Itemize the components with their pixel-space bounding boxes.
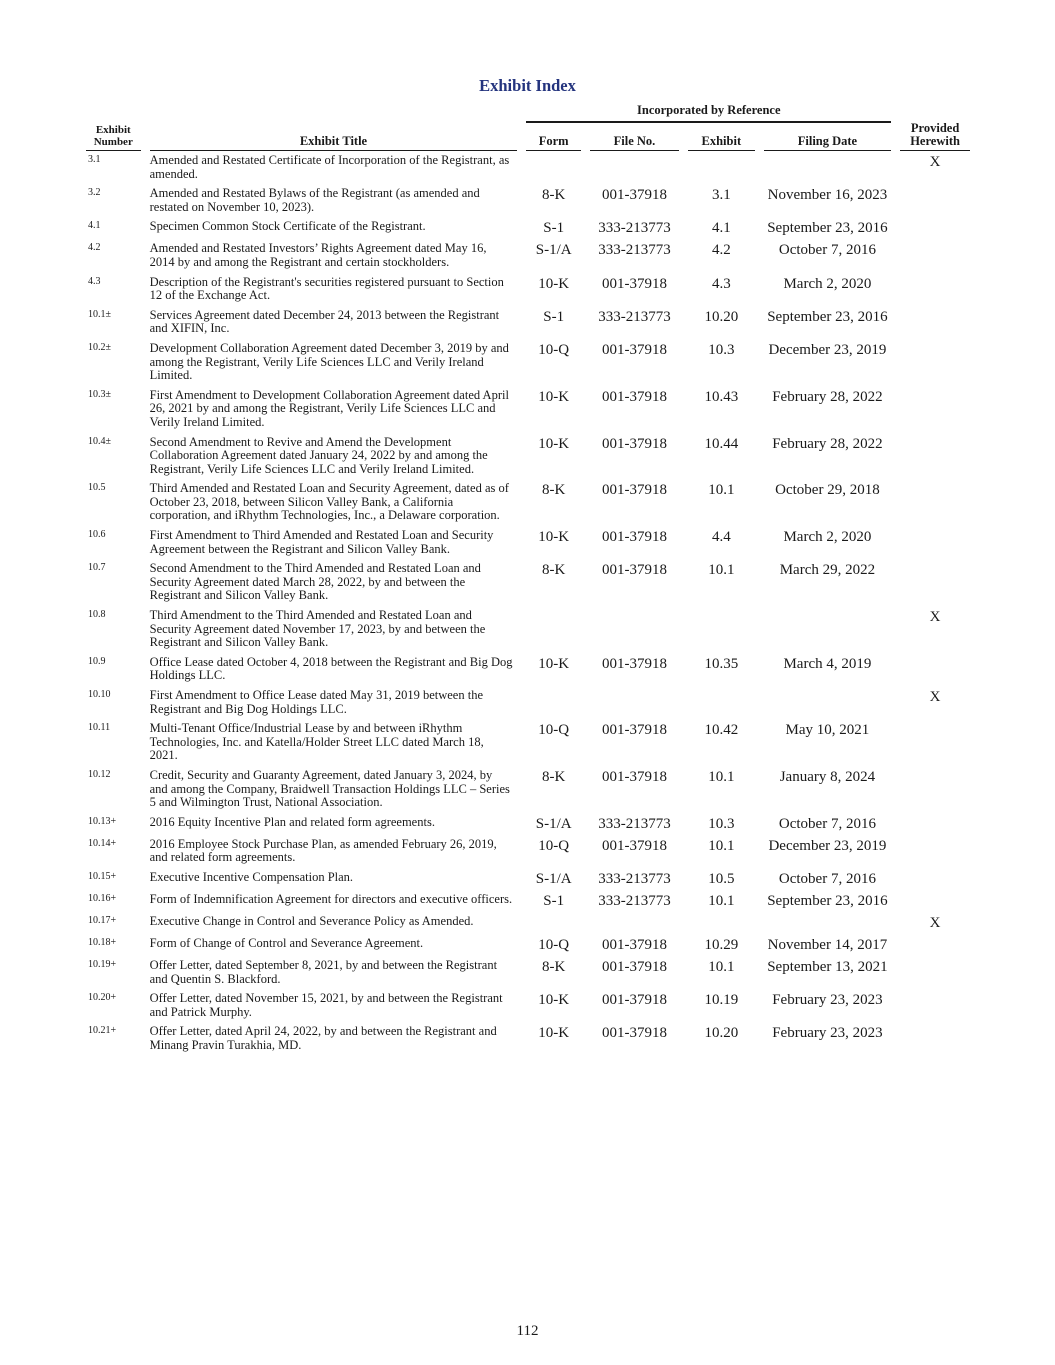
exhibit-ref: 10.29 bbox=[704, 936, 739, 953]
file-no: 333-213773 bbox=[598, 308, 671, 325]
table-row bbox=[86, 934, 970, 956]
provided-herewith bbox=[900, 339, 970, 386]
file-no: 001-37918 bbox=[601, 768, 667, 785]
provided-herewith: X bbox=[929, 689, 941, 705]
exhibit-number: 3.2 bbox=[88, 187, 101, 199]
exhibit-number: 10.19+ bbox=[88, 958, 117, 970]
table-row bbox=[86, 653, 970, 686]
provided-herewith bbox=[900, 1022, 970, 1055]
exhibit-title: Executive Change in Control and Severance Policy as Amended. bbox=[149, 913, 474, 928]
filing-date: January 8, 2024 bbox=[779, 768, 876, 785]
form: 10-K bbox=[538, 275, 570, 292]
exhibit-number: 10.6 bbox=[88, 529, 106, 541]
exhibit-title: 2016 Equity Incentive Plan and related form agreements. bbox=[149, 814, 435, 829]
file-no: 001-37918 bbox=[601, 992, 667, 1009]
provided-herewith bbox=[900, 184, 970, 217]
exhibit-title: Third Amended and Restated Loan and Security Agreement, dated as of October 23, 2018, between Silicon Valley Bank, a California corporation, and iRhythm Technologies, Inc., a Delaware corporation. bbox=[149, 481, 509, 523]
provided-herewith bbox=[900, 890, 970, 912]
file-no: 001-37918 bbox=[601, 435, 667, 452]
table-row bbox=[86, 559, 970, 606]
table-row bbox=[86, 606, 970, 653]
filing-date: February 28, 2022 bbox=[772, 435, 883, 452]
exhibit-title: Third Amendment to the Third Amended and Restated Loan and Security Agreement dated November 17, 2023, by and between the Registrant and Silicon Valley Bank. bbox=[149, 608, 486, 650]
exhibit-ref: 10.1 bbox=[708, 837, 735, 854]
filing-date: September 23, 2016 bbox=[767, 308, 888, 325]
table-row bbox=[86, 339, 970, 386]
provided-herewith bbox=[900, 386, 970, 433]
table-row bbox=[86, 386, 970, 433]
file-no bbox=[590, 606, 679, 653]
filing-date: September 23, 2016 bbox=[767, 220, 888, 237]
provided-herewith bbox=[900, 239, 970, 272]
form: 10-K bbox=[538, 655, 570, 672]
exhibit-number: 10.17+ bbox=[88, 914, 117, 926]
table-row bbox=[86, 719, 970, 766]
form: S-1 bbox=[543, 220, 565, 237]
filing-date: October 29, 2018 bbox=[775, 482, 880, 499]
filing-date bbox=[764, 151, 891, 185]
file-no: 001-37918 bbox=[601, 722, 667, 739]
header-form: Form bbox=[526, 122, 581, 151]
exhibit-ref: 4.3 bbox=[711, 275, 731, 292]
form: 10-Q bbox=[538, 341, 570, 358]
file-no: 001-37918 bbox=[601, 275, 667, 292]
exhibit-number: 4.2 bbox=[88, 242, 101, 254]
exhibit-title: Offer Letter, dated April 24, 2022, by and between the Registrant and Minang Pravin Turakhia, MD. bbox=[149, 1024, 497, 1052]
page-number: 112 bbox=[516, 1323, 539, 1339]
form bbox=[526, 606, 581, 653]
filing-date: November 16, 2023 bbox=[767, 187, 888, 204]
file-no: 001-37918 bbox=[601, 936, 667, 953]
table-row bbox=[86, 868, 970, 890]
form: 10-K bbox=[538, 529, 570, 546]
exhibit-number: 10.5 bbox=[88, 482, 106, 494]
filing-date: September 23, 2016 bbox=[767, 892, 888, 909]
exhibit-ref: 4.2 bbox=[711, 242, 731, 259]
file-no: 333-213773 bbox=[598, 242, 671, 259]
exhibit-number: 10.13+ bbox=[88, 815, 117, 827]
form: 10-K bbox=[538, 388, 570, 405]
form: 8-K bbox=[542, 768, 566, 785]
filing-date: October 7, 2016 bbox=[778, 870, 876, 887]
exhibit-title: First Amendment to Third Amended and Restated Loan and Security Agreement between the Registrant and Silicon Valley Bank. bbox=[149, 528, 494, 556]
file-no bbox=[590, 686, 679, 719]
table-row bbox=[86, 433, 970, 480]
header-file-no: File No. bbox=[590, 122, 679, 151]
filing-date: October 7, 2016 bbox=[778, 815, 876, 832]
provided-herewith bbox=[900, 956, 970, 989]
table-row bbox=[86, 479, 970, 526]
exhibit-table bbox=[86, 101, 970, 1056]
filing-date: December 23, 2019 bbox=[768, 341, 887, 358]
exhibit-number: 4.3 bbox=[88, 275, 101, 287]
exhibit-title: Credit, Security and Guaranty Agreement, dated January 3, 2024, by and among the Company, Braidwell Transaction Holdings LLC – Series 5 and Wilmington Trust, National Association. bbox=[149, 767, 510, 810]
exhibit-ref: 10.35 bbox=[704, 655, 739, 672]
exhibit-title: First Amendment to Office Lease dated May 31, 2019 between the Registrant and Big Dog Holdings LLC. bbox=[149, 688, 483, 716]
header-provided-herewith: Provided Herewith bbox=[900, 122, 970, 151]
provided-herewith bbox=[900, 766, 970, 813]
exhibit-ref bbox=[688, 686, 755, 719]
file-no: 333-213773 bbox=[598, 220, 671, 237]
file-no: 333-213773 bbox=[598, 870, 671, 887]
exhibit-number: 10.2± bbox=[88, 341, 111, 353]
exhibit-number: 10.1± bbox=[88, 308, 111, 320]
exhibit-title: Office Lease dated October 4, 2018 between the Registrant and Big Dog Holdings LLC. bbox=[149, 654, 513, 683]
filing-date: March 2, 2020 bbox=[783, 275, 872, 292]
form: S-1/A bbox=[535, 815, 572, 832]
exhibit-ref: 10.5 bbox=[708, 870, 735, 887]
form: 8-K bbox=[542, 187, 566, 204]
table-row bbox=[86, 989, 970, 1022]
provided-herewith: X bbox=[929, 609, 941, 626]
provided-herewith bbox=[900, 526, 970, 559]
exhibit-number: 10.7 bbox=[88, 562, 106, 574]
filing-date: September 13, 2021 bbox=[767, 958, 888, 975]
table-row bbox=[86, 813, 970, 835]
header-exhibit-title: Exhibit Title bbox=[150, 122, 518, 151]
table-row bbox=[86, 890, 970, 912]
exhibit-title: Amended and Restated Bylaws of the Registrant (as amended and restated on November 10, 2023). bbox=[149, 186, 480, 214]
exhibit-number: 10.12 bbox=[88, 768, 111, 780]
exhibit-number: 10.11 bbox=[88, 722, 111, 734]
provided-herewith: X bbox=[929, 914, 941, 931]
exhibit-title: Development Collaboration Agreement dated December 3, 2019 by and among the Registrant, Verily Life Sciences LLC and Verily Ireland Limited. bbox=[149, 340, 509, 383]
exhibit-ref bbox=[688, 912, 755, 934]
table-row bbox=[86, 1022, 970, 1055]
filing-date: March 4, 2019 bbox=[783, 655, 872, 672]
exhibit-ref: 10.20 bbox=[704, 1025, 739, 1042]
file-no: 333-213773 bbox=[598, 892, 671, 909]
table-row bbox=[86, 766, 970, 813]
table-row bbox=[86, 912, 970, 934]
form: S-1/A bbox=[535, 242, 572, 259]
exhibit-ref: 10.3 bbox=[708, 815, 735, 832]
table-row bbox=[86, 273, 970, 306]
form: 8-K bbox=[542, 562, 566, 579]
exhibit-ref: 3.1 bbox=[711, 187, 731, 204]
provided-herewith bbox=[900, 934, 970, 956]
header-filing-date: Filing Date bbox=[764, 122, 891, 151]
exhibit-number: 10.9 bbox=[88, 655, 106, 667]
exhibit-title: Form of Indemnification Agreement for directors and executive officers. bbox=[149, 891, 513, 906]
provided-herewith bbox=[900, 479, 970, 526]
exhibit-title: Amended and Restated Investors’ Rights Agreement dated May 16, 2014 by and among the Registrant and certain stockholders. bbox=[149, 241, 487, 269]
provided-herewith bbox=[900, 306, 970, 339]
filing-date bbox=[764, 686, 891, 719]
filing-date: March 2, 2020 bbox=[783, 529, 872, 546]
filing-date bbox=[764, 912, 891, 934]
form bbox=[526, 151, 581, 185]
exhibit-title: Executive Incentive Compensation Plan. bbox=[149, 869, 354, 884]
form: S-1 bbox=[543, 892, 565, 909]
exhibit-number: 10.15+ bbox=[88, 870, 117, 882]
filing-date bbox=[764, 606, 891, 653]
exhibit-number: 10.14+ bbox=[88, 837, 117, 849]
file-no: 001-37918 bbox=[601, 187, 667, 204]
incorporated-by-reference-header: Incorporated by Reference bbox=[526, 101, 891, 122]
exhibit-ref: 10.1 bbox=[708, 768, 735, 785]
file-no: 333-213773 bbox=[598, 815, 671, 832]
exhibit-title: Form of Change of Control and Severance Agreement. bbox=[149, 935, 424, 950]
exhibit-ref: 4.4 bbox=[711, 529, 731, 546]
form bbox=[526, 912, 581, 934]
file-no: 001-37918 bbox=[601, 482, 667, 499]
exhibit-title: First Amendment to Development Collaboration Agreement dated April 26, 2021 by and among the Registrant, Verily Life Sciences LLC and Verily Ireland Limited. bbox=[149, 387, 509, 429]
file-no: 001-37918 bbox=[601, 958, 667, 975]
table-row bbox=[86, 184, 970, 217]
exhibit-title: Offer Letter, dated November 15, 2021, by and between the Registrant and Patrick Murphy. bbox=[149, 991, 503, 1019]
table-row bbox=[86, 956, 970, 989]
exhibit-title: Description of the Registrant's securities registered pursuant to Section 12 of the Exchange Act. bbox=[149, 274, 504, 303]
filing-date: December 23, 2019 bbox=[768, 837, 887, 854]
filing-date: November 14, 2017 bbox=[767, 936, 888, 953]
provided-herewith bbox=[900, 835, 970, 868]
provided-herewith bbox=[900, 273, 970, 306]
file-no bbox=[590, 151, 679, 185]
filing-date: February 23, 2023 bbox=[772, 992, 883, 1009]
filing-date: March 29, 2022 bbox=[779, 562, 876, 579]
exhibit-title: Services Agreement dated December 24, 2013 between the Registrant and XIFIN, Inc. bbox=[149, 307, 500, 336]
exhibit-ref: 10.43 bbox=[704, 388, 739, 405]
exhibit-number: 10.20+ bbox=[88, 992, 117, 1004]
exhibit-ref bbox=[688, 151, 755, 185]
file-no: 001-37918 bbox=[601, 655, 667, 672]
filing-date: October 7, 2016 bbox=[778, 242, 876, 259]
filing-date: May 10, 2021 bbox=[785, 722, 870, 739]
table-row bbox=[86, 217, 970, 239]
filing-date: February 28, 2022 bbox=[772, 388, 883, 405]
form: S-1 bbox=[543, 308, 565, 325]
file-no: 001-37918 bbox=[601, 562, 667, 579]
exhibit-number: 10.3± bbox=[88, 388, 111, 400]
exhibit-number: 10.4± bbox=[88, 435, 111, 447]
form: 10-K bbox=[538, 435, 570, 452]
provided-herewith: X bbox=[929, 154, 941, 170]
exhibit-ref: 10.3 bbox=[708, 341, 735, 358]
table-row bbox=[86, 239, 970, 272]
form bbox=[526, 686, 581, 719]
exhibit-ref: 10.1 bbox=[708, 482, 735, 499]
exhibit-ref: 10.44 bbox=[704, 435, 739, 452]
form: 10-Q bbox=[538, 936, 570, 953]
provided-herewith bbox=[900, 813, 970, 835]
file-no: 001-37918 bbox=[601, 1025, 667, 1042]
header-exhibit-number: Exhibit Number bbox=[86, 122, 141, 151]
exhibit-number: 10.18+ bbox=[88, 936, 117, 948]
exhibit-number: 3.1 bbox=[88, 154, 101, 165]
exhibit-ref: 4.1 bbox=[711, 220, 731, 237]
form: 8-K bbox=[542, 482, 566, 499]
exhibit-ref: 10.1 bbox=[708, 958, 735, 975]
provided-herewith bbox=[900, 719, 970, 766]
exhibit-number: 10.21+ bbox=[88, 1025, 117, 1037]
form: 10-Q bbox=[538, 722, 570, 739]
exhibit-number: 10.10 bbox=[88, 689, 111, 700]
table-row bbox=[86, 306, 970, 339]
exhibit-title: Offer Letter, dated September 8, 2021, by and between the Registrant and Quentin S. Blackford. bbox=[149, 957, 498, 986]
exhibit-number: 10.8 bbox=[88, 609, 106, 621]
exhibit-ref: 10.20 bbox=[704, 308, 739, 325]
form: 10-K bbox=[538, 992, 570, 1009]
provided-herewith bbox=[900, 217, 970, 239]
filing-date: February 23, 2023 bbox=[772, 1025, 883, 1042]
group-header-row bbox=[86, 101, 970, 122]
table-row bbox=[86, 151, 970, 185]
exhibit-title: Second Amendment to the Third Amended and Restated Loan and Security Agreement dated March 28, 2022, by and between the Registrant and Silicon Valley Bank. bbox=[149, 561, 481, 603]
page-title: Exhibit Index bbox=[479, 76, 576, 95]
provided-herewith bbox=[900, 559, 970, 606]
exhibit-title: Second Amendment to Revive and Amend the Development Collaboration Agreement dated January 24, 2022 by and among the Registrant, Verily Life Sciences LLC and Verily Ireland Limited. bbox=[149, 434, 488, 476]
exhibit-ref: 10.42 bbox=[704, 722, 739, 739]
file-no: 001-37918 bbox=[601, 341, 667, 358]
provided-herewith bbox=[900, 989, 970, 1022]
form: 8-K bbox=[542, 958, 566, 975]
exhibit-number: 10.16+ bbox=[88, 892, 117, 904]
header-exhibit: Exhibit bbox=[688, 122, 755, 151]
table-row bbox=[86, 526, 970, 559]
table-row bbox=[86, 686, 970, 719]
exhibit-ref bbox=[688, 606, 755, 653]
exhibit-title: Amended and Restated Certificate of Incorporation of the Registrant, as amended. bbox=[149, 153, 510, 181]
file-no: 001-37918 bbox=[601, 837, 667, 854]
exhibit-ref: 10.1 bbox=[708, 562, 735, 579]
exhibit-ref: 10.1 bbox=[708, 892, 735, 909]
table-row bbox=[86, 835, 970, 868]
form: 10-K bbox=[538, 1025, 570, 1042]
file-no: 001-37918 bbox=[601, 388, 667, 405]
column-header-row bbox=[86, 122, 970, 151]
form: S-1/A bbox=[535, 870, 572, 887]
form: 10-Q bbox=[538, 837, 570, 854]
provided-herewith bbox=[900, 433, 970, 480]
provided-herewith bbox=[900, 868, 970, 890]
provided-herewith bbox=[900, 653, 970, 686]
file-no: 001-37918 bbox=[601, 529, 667, 546]
exhibit-ref: 10.19 bbox=[704, 992, 739, 1009]
exhibit-title: 2016 Employee Stock Purchase Plan, as amended February 26, 2019, and related form agreements. bbox=[149, 836, 497, 865]
file-no bbox=[590, 912, 679, 934]
exhibit-number: 4.1 bbox=[88, 220, 101, 232]
exhibit-title: Multi-Tenant Office/Industrial Lease by and between iRhythm Technologies, Inc. and Katella/Holder Street LLC dated March 18, 2021. bbox=[149, 721, 484, 763]
exhibit-title: Specimen Common Stock Certificate of the Registrant. bbox=[149, 219, 426, 234]
